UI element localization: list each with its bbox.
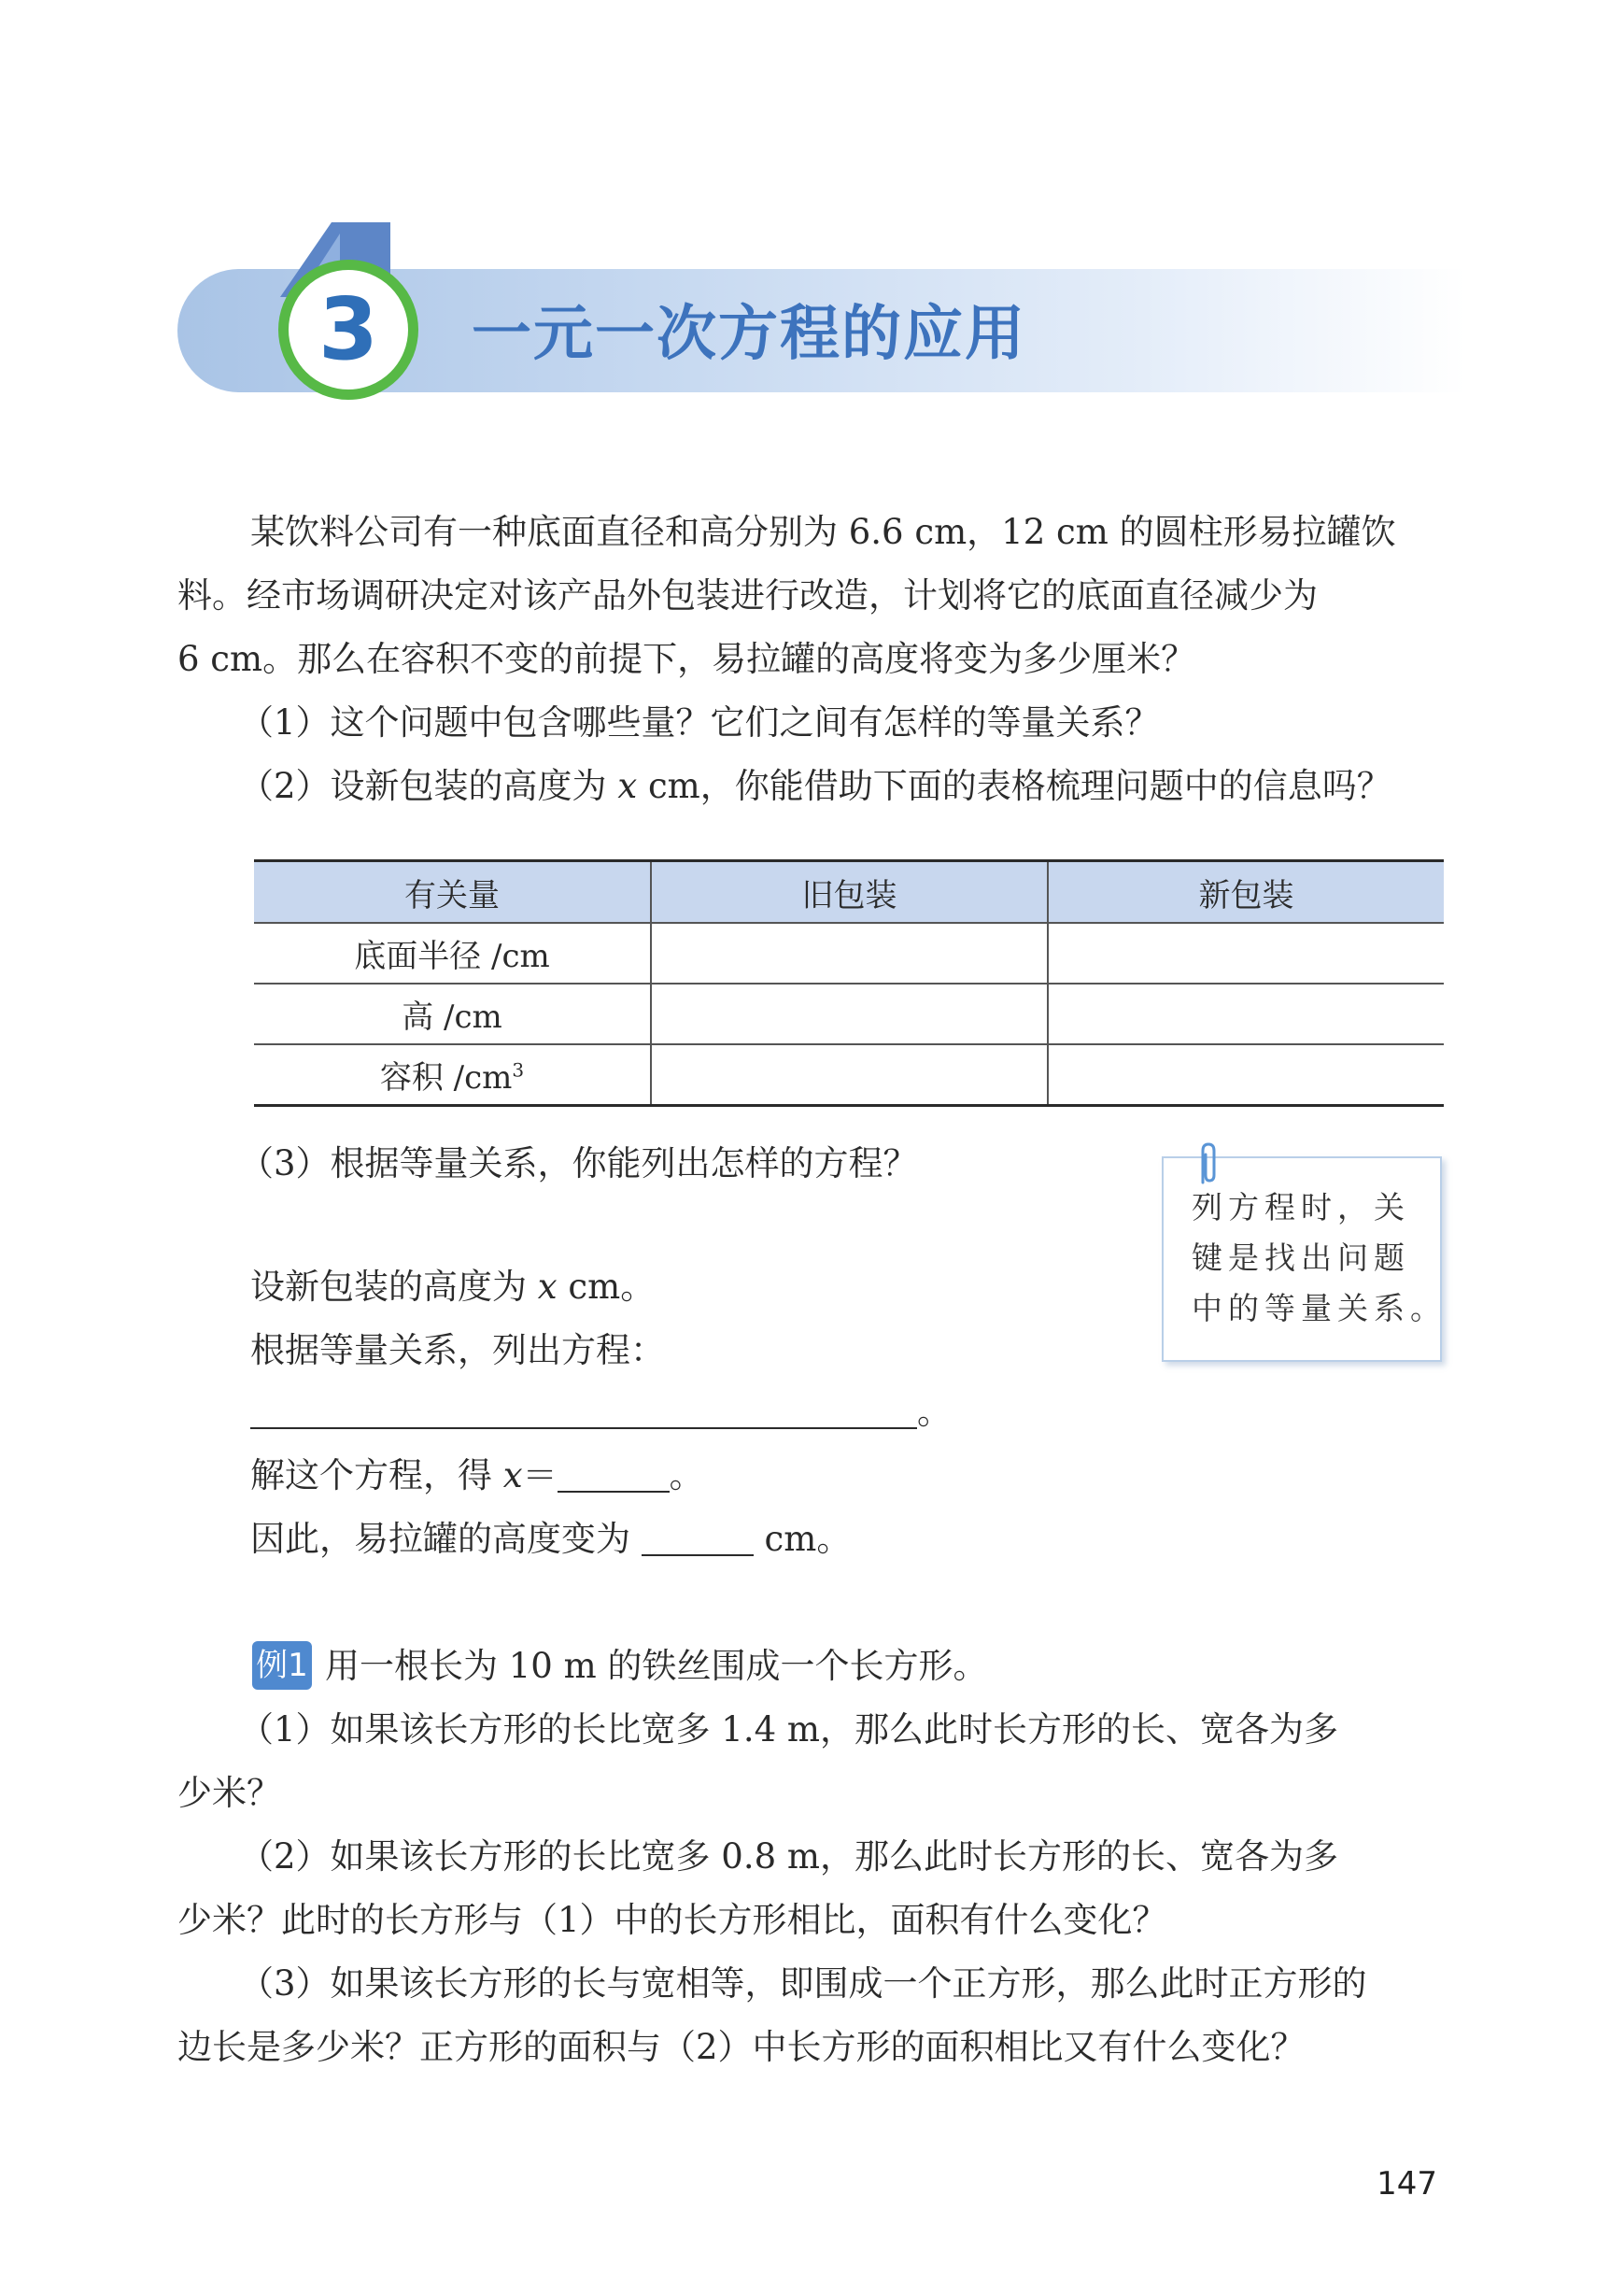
table-header-cell: 旧包装 [651, 861, 1048, 924]
note-line: 列方程时，关 [1192, 1189, 1410, 1225]
question-3: （3）根据等量关系，你能列出怎样的方程？ [239, 1143, 918, 1183]
example-part-1-cont: 少米？ [177, 1773, 281, 1813]
new-package-cell[interactable] [1048, 984, 1444, 1044]
solve-line: 解这个方程，得 x＝ 。 [250, 1444, 704, 1508]
table-row [254, 984, 1444, 1044]
row-label: 容积 $/cm^3$ [254, 1044, 651, 1106]
old-package-cell[interactable] [651, 984, 1048, 1044]
note-line: 键是找出问题 [1192, 1240, 1410, 1276]
row-label: 高 /cm [254, 984, 651, 1044]
example-stem: 用一根长为 10 m 的铁丝围成一个长方形。 [325, 1646, 988, 1686]
solution-let: 设新包装的高度为 x cm。 [250, 1267, 656, 1307]
row-label: 底面半径 /cm [254, 923, 651, 984]
intro-line-3: 6 cm。那么在容积不变的前提下，易拉罐的高度将变为多少厘米？ [177, 639, 1196, 679]
old-package-cell[interactable] [651, 923, 1048, 984]
example-badge: 例1 [252, 1641, 312, 1690]
question-2: （2）设新包装的高度为 x cm，你能借助下面的表格梳理问题中的信息吗？ [239, 766, 1391, 806]
table-header-cell: 新包装 [1048, 861, 1444, 924]
equation-line: 。 [250, 1381, 952, 1444]
table-row [254, 923, 1444, 984]
note-line: 中的等量关系。 [1192, 1290, 1447, 1326]
table-header-row [254, 861, 1444, 924]
new-package-cell[interactable] [1048, 923, 1444, 984]
result-line: 因此，易拉罐的高度变为 cm。 [250, 1508, 851, 1571]
example-part-3-cont: 边长是多少米？正方形的面积与（2）中长方形的面积相比又有什么变化？ [177, 2027, 1306, 2067]
intro-line-2: 料。经市场调研决定对该产品外包装进行改造，计划将它的底面直径减少为 [177, 575, 1318, 616]
table-row [254, 1044, 1444, 1106]
equation-blank[interactable] [250, 1386, 917, 1429]
intro-line-1: 某饮料公司有一种底面直径和高分别为 6.6 cm，12 cm 的圆柱形易拉罐饮 [250, 512, 1396, 552]
info-table [254, 859, 1444, 1107]
paperclip-icon [1193, 1141, 1222, 1186]
tip-note [1162, 1156, 1447, 1362]
variable-x: x [502, 1455, 523, 1495]
new-package-cell[interactable] [1048, 1044, 1444, 1106]
section-title: 一元一次方程的应用 [472, 299, 1026, 369]
example-part-2: （2）如果该长方形的长比宽多 0.8 m，那么此时长方形的长、宽各为多 [239, 1836, 1338, 1877]
example-part-1: （1）如果该长方形的长比宽多 1.4 m，那么此时长方形的长、宽各为多 [239, 1709, 1338, 1750]
equation-label: 根据等量关系，列出方程： [250, 1330, 665, 1370]
example-part-3: （3）如果该长方形的长与宽相等，即围成一个正方形，那么此时正方形的 [239, 1963, 1367, 2004]
variable-x: x [617, 766, 638, 806]
solution-blank[interactable] [558, 1450, 670, 1493]
page-number: 147 [1377, 2165, 1437, 2203]
question-1: （1）这个问题中包含哪些量？它们之间有怎样的等量关系？ [239, 702, 1160, 743]
old-package-cell[interactable] [651, 1044, 1048, 1106]
example-part-2-cont: 少米？此时的长方形与（1）中的长方形相比，面积有什么变化？ [177, 1900, 1167, 1940]
section-number: 3 [318, 279, 378, 379]
table-header-cell: 有关量 [254, 861, 651, 924]
variable-x: x [537, 1267, 558, 1307]
height-blank[interactable] [642, 1513, 754, 1556]
